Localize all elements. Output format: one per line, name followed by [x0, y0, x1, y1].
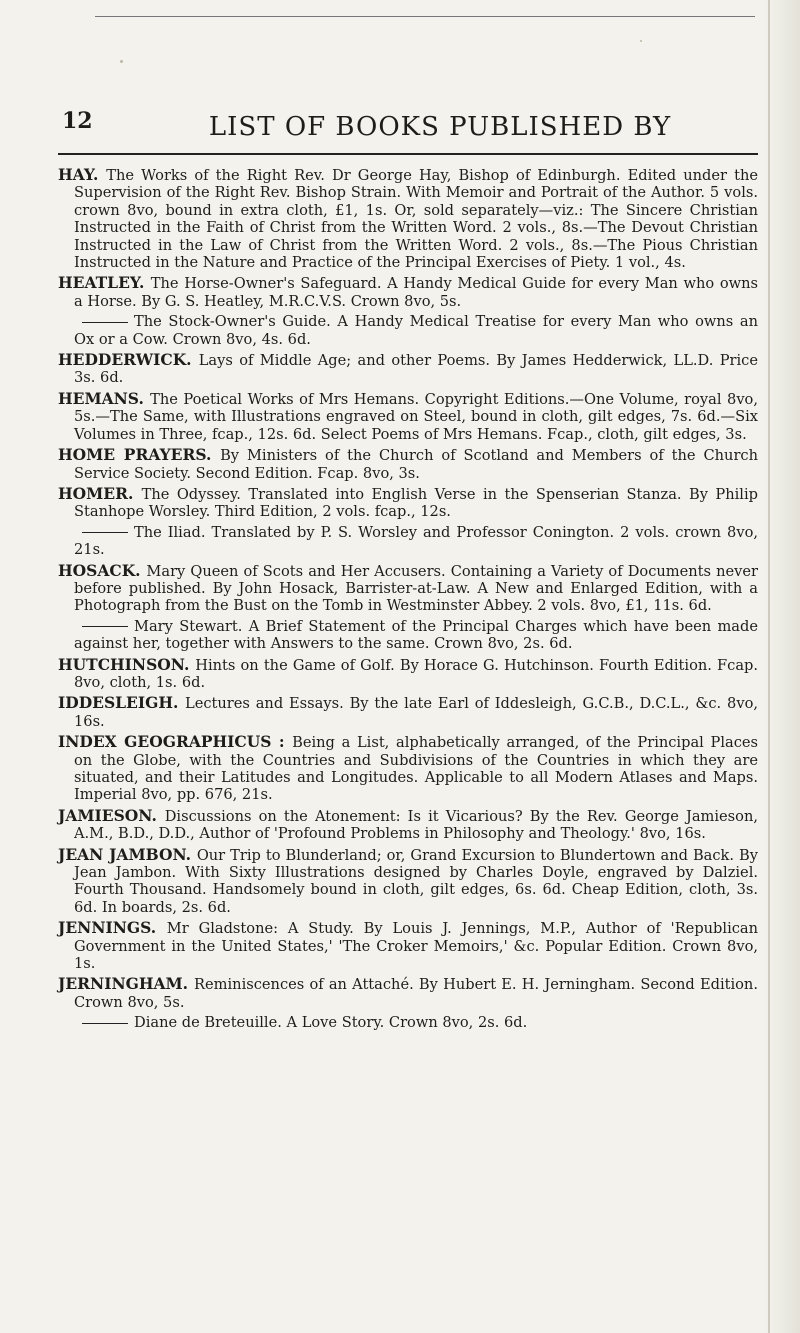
page-number: 12: [62, 108, 93, 134]
author-headword: JAMIESON.: [58, 805, 165, 825]
catalogue-entry: [58, 446, 758, 482]
catalogue-entry: [58, 846, 758, 917]
entry-text: By Ministers of the Church of Scotland and Members of the Church Service Society. Second Edition. Fcap. 8vo, 3s.: [74, 447, 758, 482]
catalogue-sub-entry: [58, 1014, 758, 1031]
author-headword: HEMANS.: [58, 388, 151, 408]
catalogue-sub-entry: [58, 524, 758, 559]
entry-text: The Poetical Works of Mrs Hemans. Copyright Editions.—One Volume, royal 8vo, 5s.—The Same, with Illustrations engraved on Steel, bound in cloth, gilt edges, 7s. 6d.—Six Volumes in Three, fcap., 12s. 6d. Select Poems of Mrs Hemans. Fcap., cloth, gilt edges, 3s.: [74, 390, 758, 443]
page-edge-shadow: [762, 0, 800, 1333]
catalogue-entry: [58, 562, 758, 615]
author-headword: HOME PRAYERS.: [58, 445, 221, 465]
catalogue-entry: [58, 975, 758, 1011]
author-headword: HEDDERWICK.: [58, 350, 199, 370]
running-head: LIST OF BOOKS PUBLISHED BY: [208, 112, 672, 142]
top-edge-line: [95, 16, 755, 17]
catalogue-entry: [58, 807, 758, 843]
paper-speck: [640, 40, 642, 42]
catalogue-entry: [58, 351, 758, 387]
catalogue-entry: [58, 274, 758, 310]
entry-text: The Iliad. Translated by P. S. Worsley and Professor Conington. 2 vols. crown 8vo, 21s.: [74, 523, 758, 559]
catalogue-entry: [58, 733, 758, 804]
entry-text: Discussions on the Atonement: Is it Vicarious? By the Rev. George Jamieson, A.M., B.D., D.D., Author of 'Profound Problems in Philosophy and Theology.' 8vo, 16s.: [74, 807, 758, 843]
author-headword: JENNINGS.: [58, 918, 167, 938]
entry-text: Diane de Breteuille. A Love Story. Crown 8vo, 2s. 6d.: [134, 1014, 528, 1032]
entry-text: Lectures and Essays. By the late Earl of Iddesleigh, G.C.B., D.C.L., &c. 8vo, 16s.: [74, 695, 758, 730]
author-headword: IDDESLEIGH.: [58, 693, 185, 713]
ditto-dash: [82, 626, 128, 627]
entry-text: Hints on the Game of Golf. By Horace G. Hutchinson. Fourth Edition. Fcap. 8vo, cloth, 1s. 6d.: [74, 656, 758, 691]
entry-text: The Works of the Right Rev. Dr George Hay, Bishop of Edinburgh. Edited under the Supervision of the Right Rev. Bishop Strain. With Memoir and Portrait of the Author. 5 vols. crown 8vo, bound in extra cloth, £1, 1s. Or, sold separately—viz.: The Sincere Christian Instructed in the Faith of Christ from the Written Word. 2 vols., 8s.—The Devout Christian Instructed in the Law of Christ from the Written Word. 2 vols., 8s.—The Pious Christian Instructed in the Nature and Practice of the Principal Exercises of Piety. 1 vol., 4s.: [74, 167, 758, 272]
entry-text: Mary Stewart. A Brief Statement of the Principal Charges which have been made against her, together with Answers to the same. Crown 8vo, 2s. 6d.: [74, 617, 758, 653]
entry-text: Our Trip to Blunderland; or, Grand Excursion to Blundertown and Back. By Jean Jambon. With Sixty Illustrations designed by Charles Doyle, engraved by Dalziel. Fourth Thousand. Handsomely bound in cloth, gilt edges, 6s. 6d. Cheap Edition, cloth, 3s. 6d. In boards, 2s. 6d.: [74, 846, 758, 916]
author-headword: HOMER.: [58, 483, 142, 503]
catalogue-sub-entry: [58, 618, 758, 653]
entry-text: The Odyssey. Translated into English Verse in the Spenserian Stanza. By Philip Stanhope Worsley. Third Edition, 2 vols. fcap., 12s.: [74, 485, 758, 521]
entry-text: The Stock-Owner's Guide. A Handy Medical Treatise for every Man who owns an Ox or a Cow. Crown 8vo, 4s. 6d.: [74, 313, 758, 348]
catalogue-entry: [58, 694, 758, 730]
paper-speck: [120, 60, 123, 63]
entry-text: Mr Gladstone: A Study. By Louis J. Jennings, M.P., Author of 'Republican Government in the United States,' 'The Croker Memoirs,' &c. Popular Edition. Crown 8vo, 1s.: [74, 920, 759, 973]
author-headword: HEATLEY.: [58, 273, 151, 293]
author-headword: JEAN JAMBON.: [58, 844, 197, 864]
catalogue-entry: [58, 485, 758, 521]
ditto-dash: [82, 532, 128, 533]
author-headword: HAY.: [58, 165, 107, 184]
catalogue-entry: [58, 656, 758, 692]
catalogue-entry: [58, 166, 758, 271]
catalogue-entries: [58, 166, 758, 1035]
ditto-dash: [82, 322, 128, 323]
catalogue-sub-entry: [58, 313, 758, 348]
author-headword: INDEX GEOGRAPHICUS :: [58, 732, 293, 752]
catalogue-entry: [58, 919, 758, 972]
author-headword: HUTCHINSON.: [58, 654, 196, 674]
entry-text: Being a List, alphabetically arranged, of the Principal Places on the Globe, with the Countries and Subdivisions of the Countries in which they are situated, and their Latitudes and Longitudes. Applicable to all Modern Atlases and Maps. Imperial 8vo, pp. 676, 21s.: [74, 734, 758, 804]
entry-text: The Horse-Owner's Safeguard. A Handy Medical Guide for every Man who owns a Horse. By G. S. Heatley, M.R.C.V.S. Crown 8vo, 5s.: [74, 275, 758, 310]
ditto-dash: [82, 1023, 128, 1024]
entry-text: Mary Queen of Scots and Her Accusers. Containing a Variety of Documents never before published. By John Hosack, Barrister-at-Law. A New and Enlarged Edition, with a Photograph from the Bust on the Tomb in Westminster Abbey. 2 vols. 8vo, £1, 11s. 6d.: [74, 562, 758, 615]
header-rule: [58, 153, 758, 155]
entry-text: Lays of Middle Age; and other Poems. By James Hedderwick, LL.D. Price 3s. 6d.: [74, 352, 758, 387]
catalogue-entry: [58, 390, 758, 443]
entry-text: Reminiscences of an Attaché. By Hubert E. H. Jerningham. Second Edition. Crown 8vo, 5s.: [74, 976, 758, 1011]
author-headword: JERNINGHAM.: [58, 974, 195, 994]
author-headword: HOSACK.: [58, 560, 147, 580]
